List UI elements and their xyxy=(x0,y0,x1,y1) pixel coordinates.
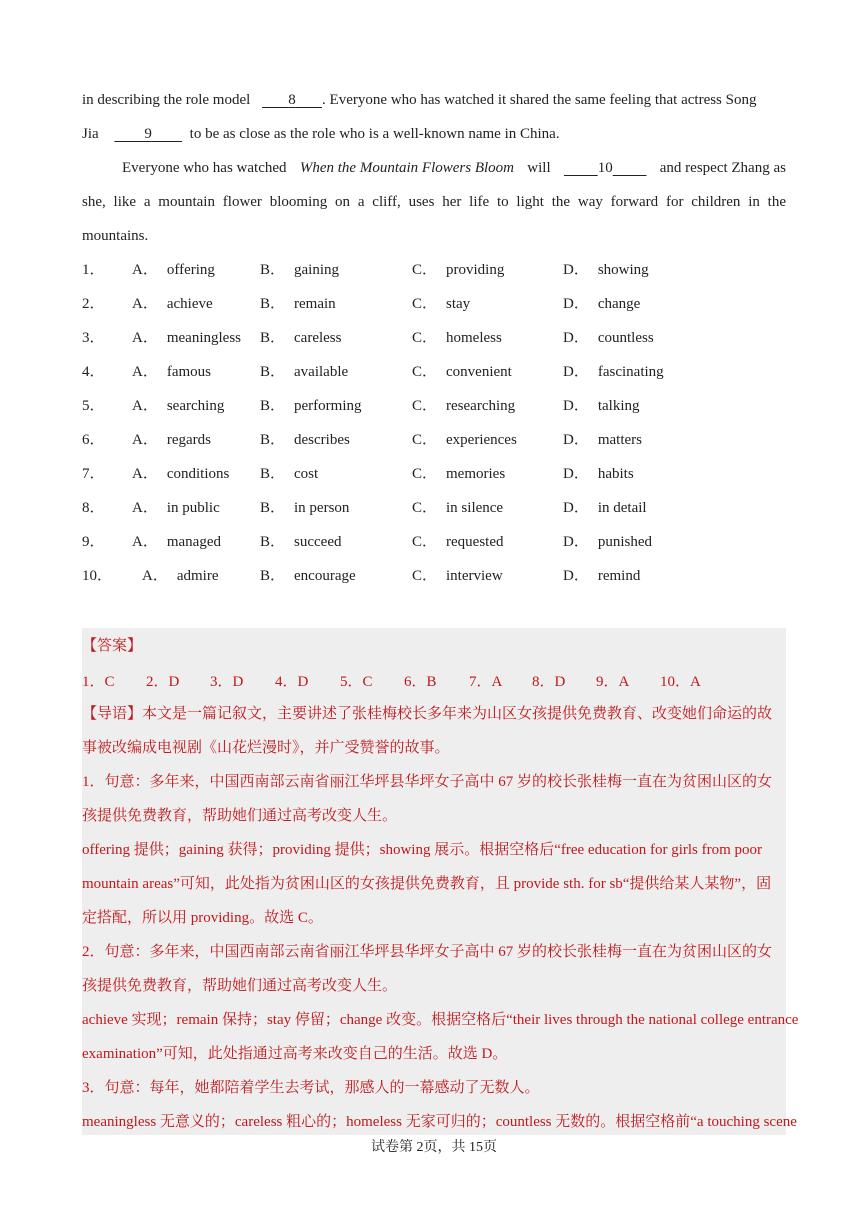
explanation-line: 孩提供免费教育，帮助她们通过高考改变人生。 xyxy=(82,978,398,994)
option-d: D． showing xyxy=(563,262,649,278)
passage-line-5: mountains. xyxy=(82,228,149,244)
option-a: A． meaningless xyxy=(132,330,241,346)
answer-key: 1．C xyxy=(82,674,115,690)
drama-title: When the Mountain Flowers Bloom xyxy=(299,160,514,176)
passage-text: to be as close as the role who is a well-known name in China. xyxy=(189,126,560,142)
question-row xyxy=(82,328,682,348)
explanation-line: offering 提供；gaining 获得；providing 提供；showing 展示。根据空格后“free education for girls from poor xyxy=(82,842,763,858)
explanation-line: 2．句意：多年来，中国西南部云南省丽江华坪县华坪女子高中 67 岁的校长张桂梅一直在为贫困山区的女 xyxy=(82,944,773,960)
option-d: D． remind xyxy=(563,568,641,584)
answer-key: 4．D xyxy=(275,674,309,690)
option-c: C． providing xyxy=(412,262,505,278)
option-b: B． in person xyxy=(260,500,350,516)
explanation-line: 3．句意：每年，她都陪着学生去考试，那感人的一幕感动了无数人。 xyxy=(82,1080,540,1096)
option-d: D． punished xyxy=(563,534,653,550)
passage-text: and respect Zhang as xyxy=(659,160,786,176)
option-c: C． stay xyxy=(412,296,471,312)
explanation-line: meaningless 无意义的；careless 粗心的；homeless 无家可归的；countless 无数的。根据空格前“a touching scene xyxy=(82,1114,797,1130)
passage-line-1 xyxy=(82,90,786,110)
option-d: D． in detail xyxy=(563,500,647,516)
answer-key: 5．C xyxy=(340,674,373,690)
explanation-line: mountain areas”可知，此处指为贫困山区的女孩提供免费教育，且 provide sth. for sb“提供给某人某物”，固 xyxy=(82,876,772,892)
question-row xyxy=(82,260,682,280)
option-c: C． convenient xyxy=(412,364,512,380)
option-a: A． in public xyxy=(132,500,220,516)
question-number: 6． xyxy=(82,432,105,448)
question-row xyxy=(82,396,682,416)
passage-text: Everyone who has watched xyxy=(122,160,287,176)
explanation-line: 定搭配，所以用 providing。故选 C。 xyxy=(82,910,323,926)
option-b: B． careless xyxy=(260,330,342,346)
answer-key: 2．D xyxy=(146,674,180,690)
option-a: A． admire xyxy=(142,568,219,584)
option-d: D． habits xyxy=(563,466,634,482)
question-row xyxy=(82,294,682,314)
question-row xyxy=(82,430,682,450)
passage-text: Jia xyxy=(82,126,99,142)
option-c: C． interview xyxy=(412,568,503,584)
option-d: D． matters xyxy=(563,432,642,448)
question-row xyxy=(82,362,682,382)
option-c: C． homeless xyxy=(412,330,502,346)
answer-heading: 【答案】 xyxy=(82,638,143,654)
passage-text: will xyxy=(527,160,551,176)
explanation-line: achieve 实现；remain 保持；stay 停留；change 改变。根据空格后“their lives through the national college entrance xyxy=(82,1012,799,1028)
question-number: 3． xyxy=(82,330,105,346)
option-b: B． available xyxy=(260,364,349,380)
option-a: A． offering xyxy=(132,262,215,278)
option-c: C． experiences xyxy=(412,432,517,448)
blank-10: 10 xyxy=(597,160,613,176)
option-d: D． countless xyxy=(563,330,654,346)
question-number: 7． xyxy=(82,466,105,482)
option-c: C． requested xyxy=(412,534,504,550)
question-number: 8． xyxy=(82,500,105,516)
option-b: B． cost xyxy=(260,466,319,482)
answer-key: 3．D xyxy=(210,674,244,690)
option-a: A． famous xyxy=(132,364,212,380)
passage-line-2 xyxy=(82,124,786,144)
answer-key: 9．A xyxy=(596,674,630,690)
option-a: A． conditions xyxy=(132,466,230,482)
page-footer: 试卷第 2页，共 15页 xyxy=(371,1140,497,1155)
option-a: A． managed xyxy=(132,534,221,550)
option-a: A． searching xyxy=(132,398,225,414)
option-c: C． researching xyxy=(412,398,516,414)
option-d: D． talking xyxy=(563,398,640,414)
option-a: A． regards xyxy=(132,432,211,448)
blank-8: 8 xyxy=(288,92,296,108)
question-number: 1． xyxy=(82,262,105,278)
option-c: C． in silence xyxy=(412,500,504,516)
option-a: A． achieve xyxy=(132,296,213,312)
question-row xyxy=(82,566,682,586)
question-row xyxy=(82,498,682,518)
option-b: B． succeed xyxy=(260,534,342,550)
explanation-line: 事被改编成电视剧《山花烂漫时》，并广受赞誉的故事。 xyxy=(82,740,450,756)
question-number: 9． xyxy=(82,534,105,550)
answer-key: 10．A xyxy=(660,674,701,690)
passage-text: . Everyone who has watched it shared the same feeling that actress Song xyxy=(322,92,757,108)
explanation-line: 1．句意：多年来，中国西南部云南省丽江华坪县华坪女子高中 67 岁的校长张桂梅一直在为贫困山区的女 xyxy=(82,774,773,790)
blank-9: 9 xyxy=(144,126,152,142)
answer-key: 7．A xyxy=(469,674,503,690)
option-b: B． gaining xyxy=(260,262,340,278)
passage-text: in describing the role model xyxy=(82,92,251,108)
question-number: 10． xyxy=(82,568,113,584)
option-b: B． remain xyxy=(260,296,336,312)
explanation-line: examination”可知，此处指通过高考来改变自己的生活。故选 D。 xyxy=(82,1046,508,1062)
question-row xyxy=(82,532,682,552)
option-d: D． change xyxy=(563,296,641,312)
question-number: 2． xyxy=(82,296,105,312)
passage-line-4: she, like a mountain flower blooming on a cliff, uses her life to light the way forward for children in the xyxy=(82,194,786,210)
question-number: 5． xyxy=(82,398,105,414)
option-b: B． describes xyxy=(260,432,350,448)
passage-line-3 xyxy=(122,158,786,178)
option-c: C． memories xyxy=(412,466,506,482)
question-row xyxy=(82,464,682,484)
answer-key: 6．B xyxy=(404,674,437,690)
explanation-line: 【导语】本文是一篇记叙文，主要讲述了张桂梅校长多年来为山区女孩提供免费教育、改变她们命运的故 xyxy=(82,706,773,722)
answer-key: 8．D xyxy=(532,674,566,690)
explanation-line: 孩提供免费教育，帮助她们通过高考改变人生。 xyxy=(82,808,398,824)
option-d: D． fascinating xyxy=(563,364,664,380)
question-number: 4． xyxy=(82,364,105,380)
option-b: B． encourage xyxy=(260,568,356,584)
option-b: B． performing xyxy=(260,398,362,414)
